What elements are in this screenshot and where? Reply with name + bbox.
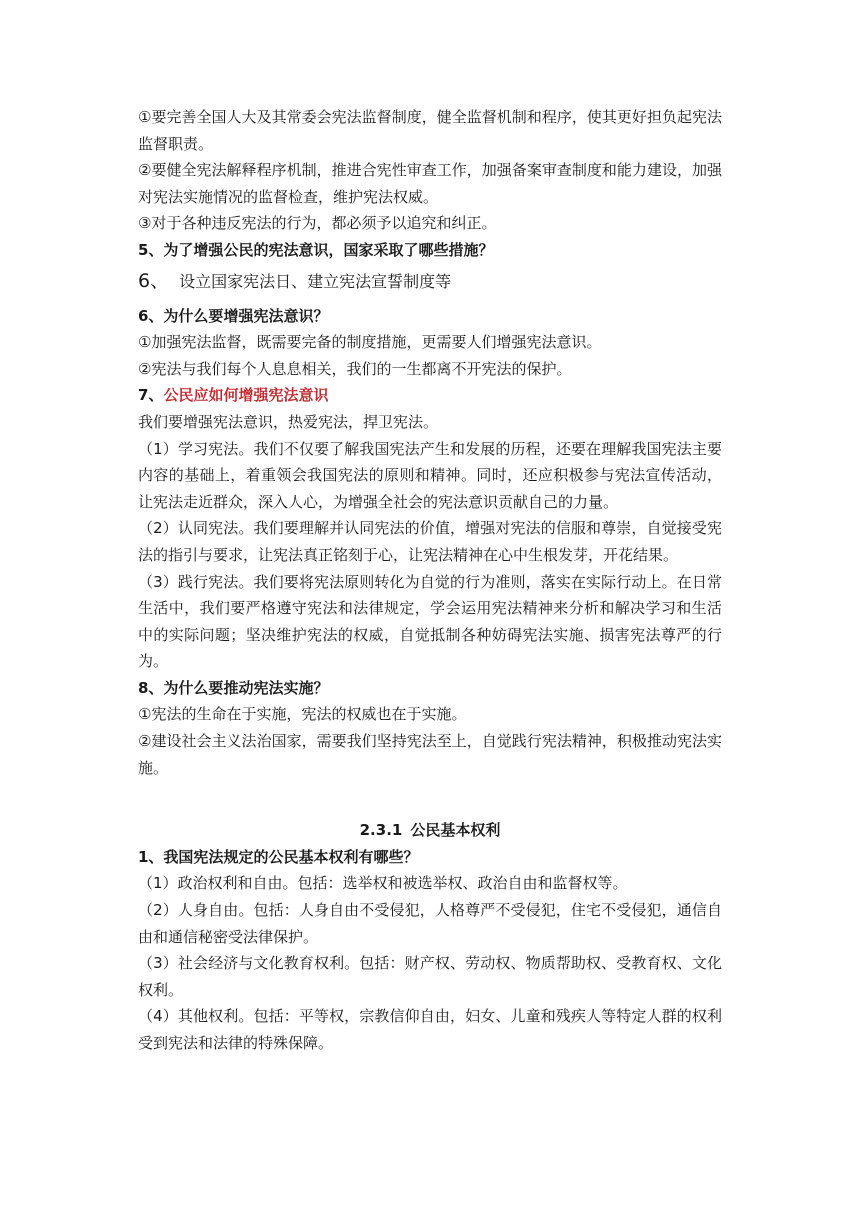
rights-personal-freedom: （2）人身自由。包括：人身自由不受侵犯，人格尊严不受侵犯，住宅不受侵犯，通信自由和通信秘密受法律保护。 xyxy=(138,901,722,946)
question-6-reason-2: ②宪法与我们每个人息息相关，我们的一生都离不开宪法的保护。 xyxy=(138,359,572,378)
question-5-heading: 5、为了增强公民的宪法意识，国家采取了哪些措施？ xyxy=(138,240,494,259)
question-8-reason-2: ②建设社会主义法治国家，需要我们坚持宪法至上，自觉践行宪法精神，积极推动宪法实施。 xyxy=(138,732,722,777)
question-7-point-3: （3）践行宪法。我们要将宪法原则转化为自觉的行为准则，落实在实际行动上。在日常生活中，我们要严格遵守宪法和法律规定，学会运用宪法精神来分析和解决学习和生活中的实际问题；坚决维护宪法的权威，自觉抵制各种妨碍宪法实施、损害宪法尊严的行为。 xyxy=(138,572,722,671)
document-page xyxy=(138,104,722,1057)
section-code: 2.3.1 xyxy=(359,821,403,840)
supervision-measure-3: ③对于各种违反宪法的行为，都必须予以追究和纠正。 xyxy=(138,214,497,233)
question-6-reason-1: ①加强宪法监督，既需要完备的制度措施，更需要人们增强宪法意识。 xyxy=(138,333,602,352)
question-8-reason-1: ①宪法的生命在于实施，宪法的权威也在于实施。 xyxy=(138,705,467,724)
rights-question-heading: 1、我国宪法规定的公民基本权利有哪些？ xyxy=(138,847,419,866)
question-7-point-2: （2）认同宪法。我们要理解并认同宪法的价值，增强对宪法的信服和尊崇，自觉接受宪法的指引与要求，让宪法真正铭刻于心，让宪法精神在心中生根发芽，开花结果。 xyxy=(138,519,722,564)
section-title xyxy=(138,781,722,844)
rights-socioeconomic-cultural: （3）社会经济与文化教育权利。包括：财产权、劳动权、物质帮助权、受教育权、文化权利。 xyxy=(138,954,722,999)
question-5-answer xyxy=(138,264,722,303)
question-6-heading: 6、为什么要增强宪法意识？ xyxy=(138,306,329,325)
rights-other: （4）其他权利。包括：平等权，宗教信仰自由，妇女、儿童和残疾人等特定人群的权利受到宪法和法律的特殊保障。 xyxy=(138,1007,722,1052)
section-name: 公民基本权利 xyxy=(410,821,501,840)
question-7-intro: 我们要增强宪法意识，热爱宪法，捍卫宪法。 xyxy=(138,412,439,431)
question-5-answer-text: 设立国家宪法日、建立宪法宣誓制度等 xyxy=(179,271,452,291)
question-7-number: 7、 xyxy=(138,386,164,405)
supervision-measure-2: ②要健全宪法解释程序机制，推进合宪性审查工作，加强备案审查制度和能力建设，加强对宪法实施情况的监督检查，维护宪法权威。 xyxy=(138,161,722,206)
rights-political: （1）政治权利和自由。包括：选举权和被选举权、政治自由和监督权等。 xyxy=(138,874,628,893)
supervision-measure-1: ①要完善全国人大及其常委会宪法监督制度，健全监督机制和程序，使其更好担负起宪法监督职责。 xyxy=(138,108,722,153)
question-7-title: 公民应如何增强宪法意识 xyxy=(163,386,329,405)
question-7-heading xyxy=(138,382,722,409)
question-5-answer-number: 6、 xyxy=(138,269,170,292)
question-7-point-1: （1）学习宪法。我们不仅要了解我国宪法产生和发展的历程，还要在理解我国宪法主要内容的基础上，着重领会我国宪法的原则和精神。同时，还应积极参与宪法宣传活动，让宪法走近群众，深入人心，为增强全社会的宪法意识贡献自己的力量。 xyxy=(138,439,722,511)
question-8-heading: 8、为什么要推动宪法实施？ xyxy=(138,678,329,697)
